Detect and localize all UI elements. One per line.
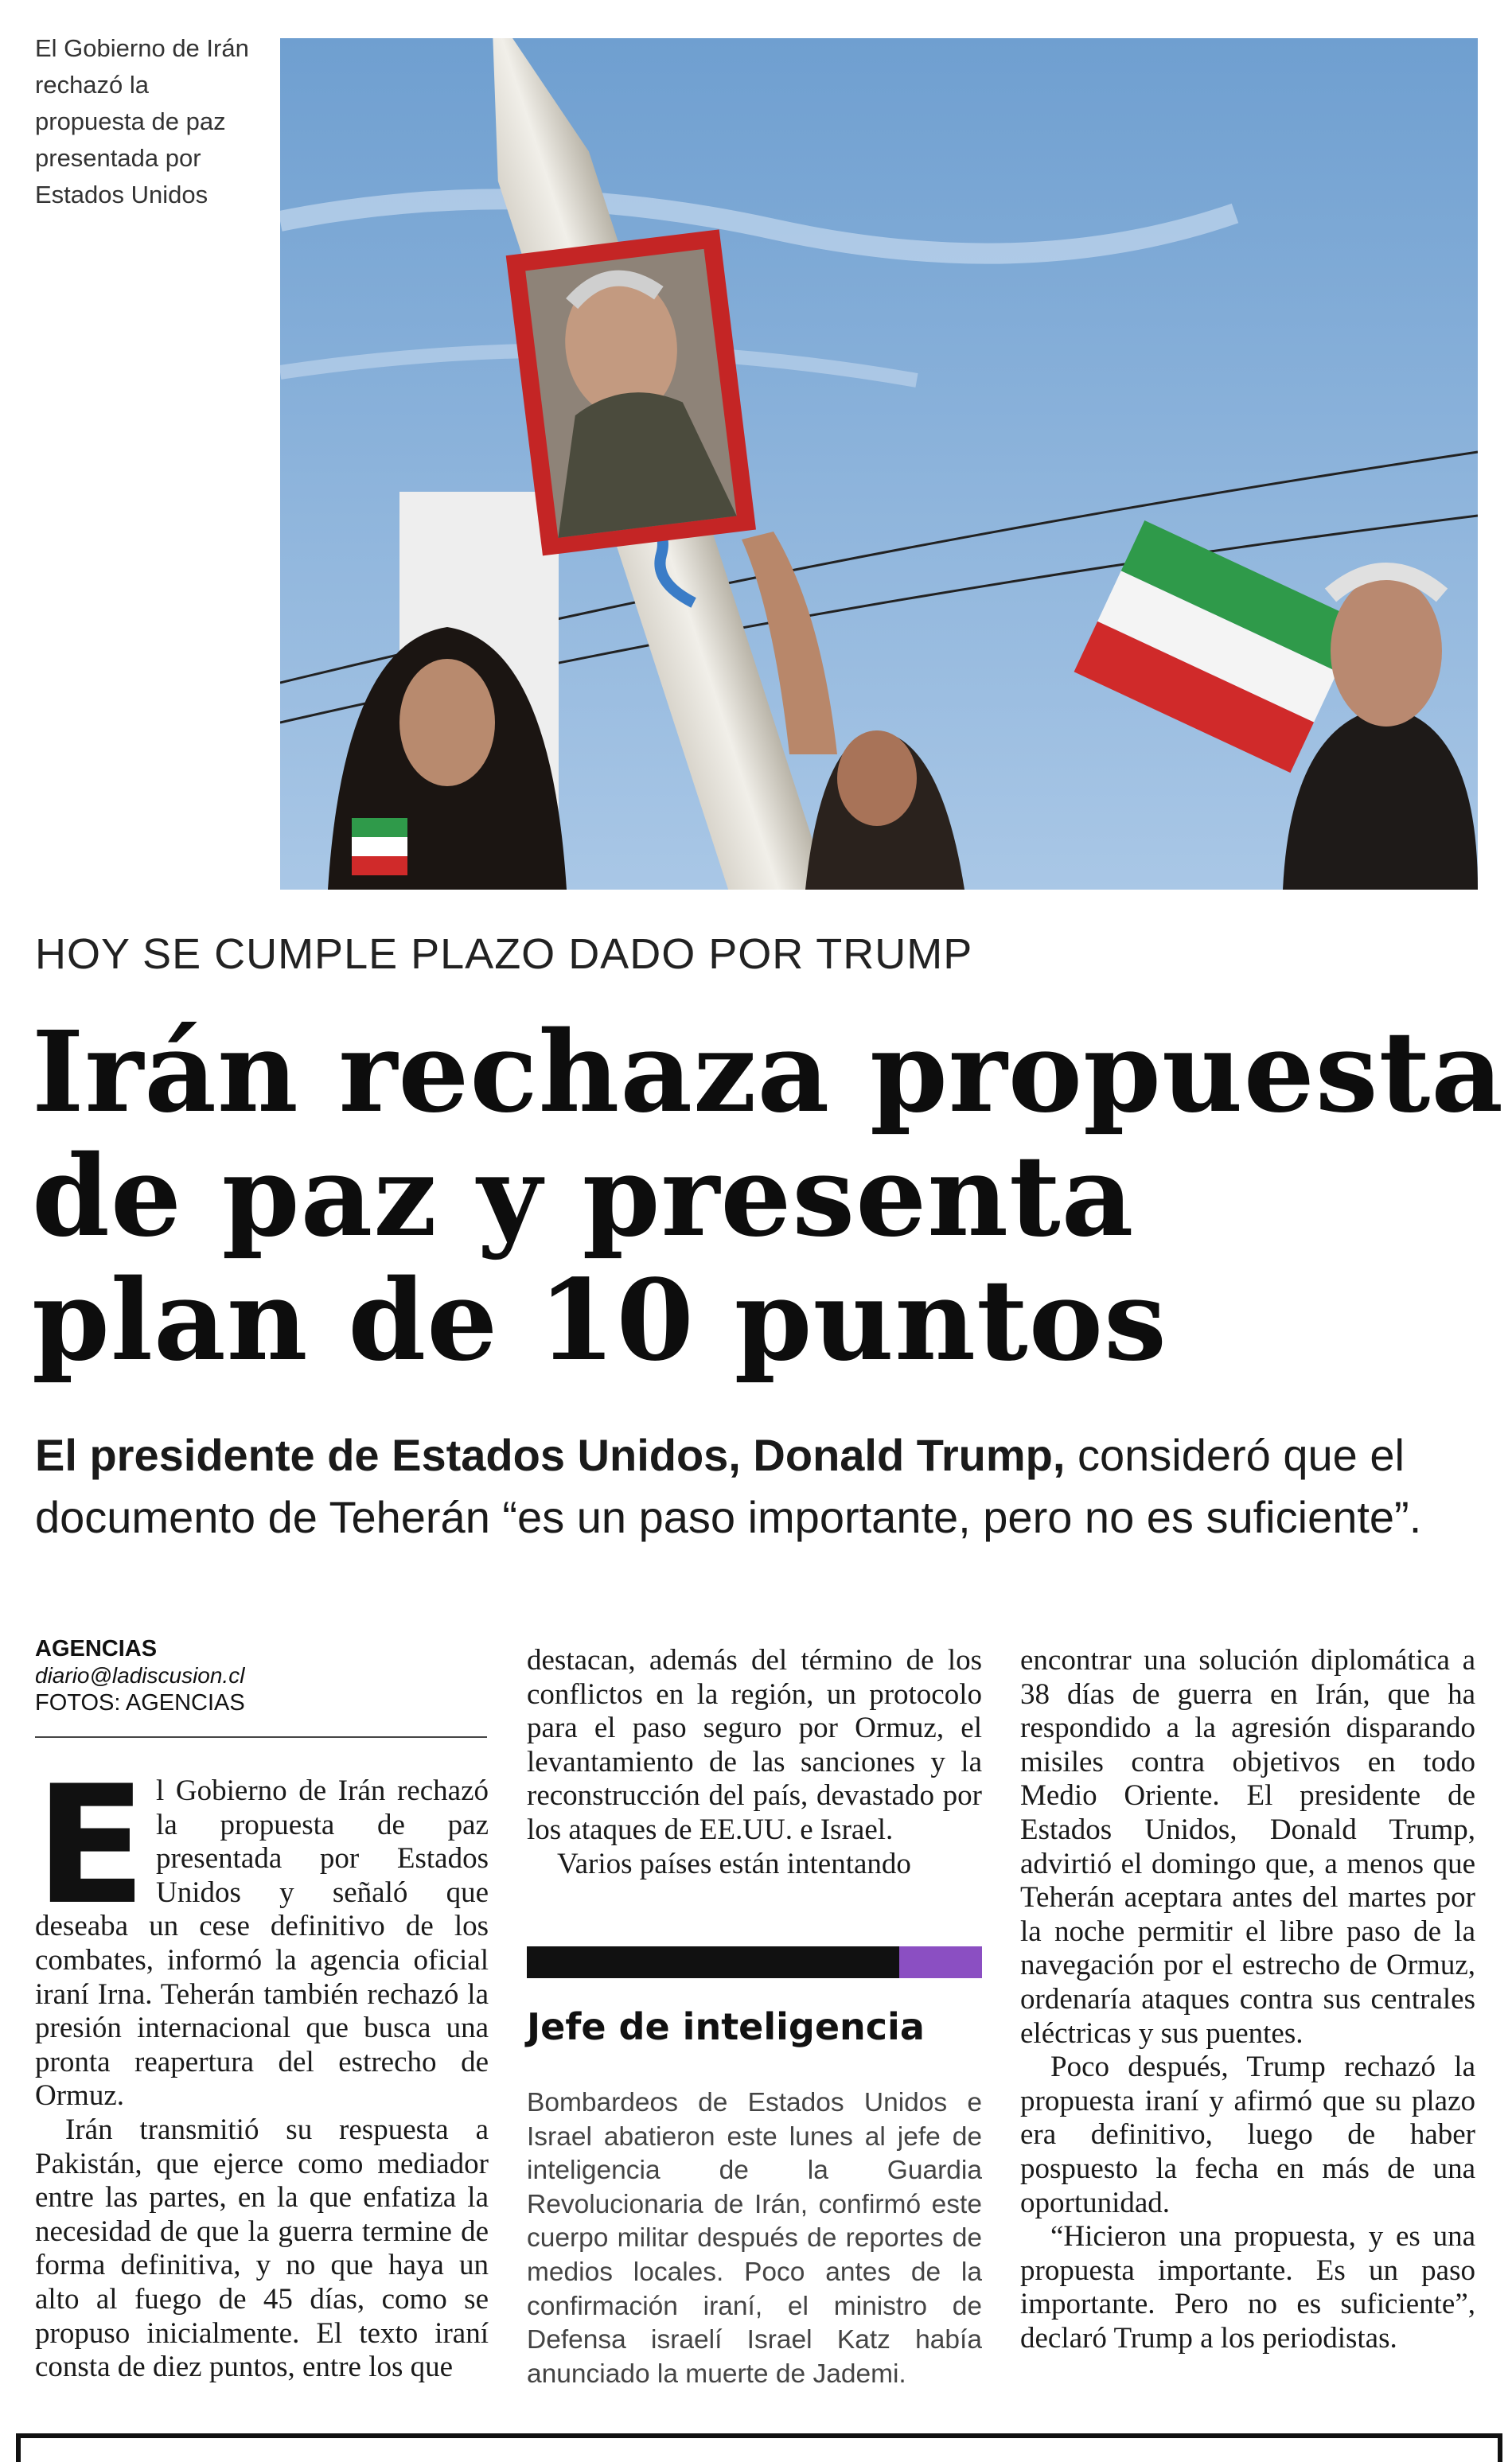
article-kicker: HOY SE CUMPLE PLAZO DADO POR TRUMP <box>35 930 973 978</box>
article-headline <box>32 1007 1504 1386</box>
headline-line: Irán rechaza propuesta <box>32 1007 1504 1138</box>
body-paragraph: “Hicieron una propuesta, y es una propuesta importante. Es un paso importante. Pero no es suficiente”, declaró Trump a los periodistas. <box>1020 2220 1475 2355</box>
article-column-3 <box>1020 1644 1475 2355</box>
headline-line: de paz y presenta <box>32 1132 1135 1262</box>
accent-bar-purple <box>899 1946 982 1978</box>
sidebar-subhead: Jefe de inteligencia <box>527 2005 925 2048</box>
photo-caption: El Gobierno de Irán rechazó la propuesta de paz presentada por Estados Unidos <box>35 34 249 208</box>
bottom-frame <box>16 2433 1502 2462</box>
article-dek <box>35 1424 1483 1548</box>
sidebar-text: Bombardeos de Estados Unidos e Israel abatieron este lunes al jefe de inteligencia de la Guardia Revolucionaria de Irán, confirmó este cuerpo militar después de reportes de medios locales. Poco antes de la confirmación iraní, el ministro de Defensa israelí Israel Katz había anunciado la muerte de Jademi. <box>527 2088 982 2389</box>
news-photo <box>280 38 1478 890</box>
body-paragraph: destacan, además del término de los conflictos en la región, un protocolo para el paso seguro por Ormuz, el levantamiento de las sanciones y la reconstrucción del país, devastado por los ataques de EE.UU. e Israel. <box>527 1644 982 1846</box>
body-paragraph: Poco después, Trump rechazó la propuesta iraní y afirmó que su plazo era definitivo, luego de haber pospuesto la fecha en más de una oportunidad. <box>1020 2051 1475 2219</box>
byline-email: diario@ladiscusion.cl <box>35 1663 245 1688</box>
dek-bold: El presidente de Estados Unidos, Donald Trump, <box>35 1430 1066 1480</box>
body-paragraph <box>35 1751 489 2113</box>
body-paragraph: encontrar una solución diplomática a 38 días de guerra en Irán, que ha respondido a la agresión disparando misiles contra objetivos en todo Medio Oriente. El presidente de Estados Unidos, Donald Trump, advirtió el domingo que, a menos que Teherán aceptara antes del martes por la noche permitir el libre paso de la navegación por el estrecho de Ormuz, ordenaría ataques contra sus centrales eléctricas y sus puentes. <box>1020 1644 1475 2050</box>
byline <box>35 1635 489 1716</box>
accent-bar-black <box>527 1946 899 1978</box>
byline-agency: AGENCIAS <box>35 1636 158 1661</box>
body-paragraph: Varios países están intentando <box>557 1847 911 1880</box>
drop-cap: E <box>35 1751 147 1941</box>
body-paragraph: Irán transmitió su respuesta a Pakistán, que ejerce como mediador entre las partes, en la que enfatiza la necesidad de que la guerra termine de forma definitiva, y no que haya un alto al fuego de 45 días, como se propuso inicialmente. El texto iraní consta de diez puntos, entre los que <box>35 2113 489 2384</box>
byline-photos: FOTOS: AGENCIAS <box>35 1690 245 1716</box>
byline-divider <box>35 1736 487 1738</box>
dek-text: consideró que el documento de Teherán “es un paso importante, pero no es suficiente”. <box>35 1430 1422 1542</box>
article-column-1 <box>35 1751 489 2385</box>
headline-line: plan de 10 puntos <box>32 1256 1167 1386</box>
article-column-2 <box>527 1644 982 1881</box>
body-text: l Gobierno de Irán rechazó la propuesta de paz presentada por Estados Unidos y señaló que deseaba un cese definitivo de los combates, informó la agencia oficial iraní Irna. Teherán también rechazó la presión internacional que busca una pronta reapertura del estrecho de Ormuz. <box>35 1774 489 2113</box>
